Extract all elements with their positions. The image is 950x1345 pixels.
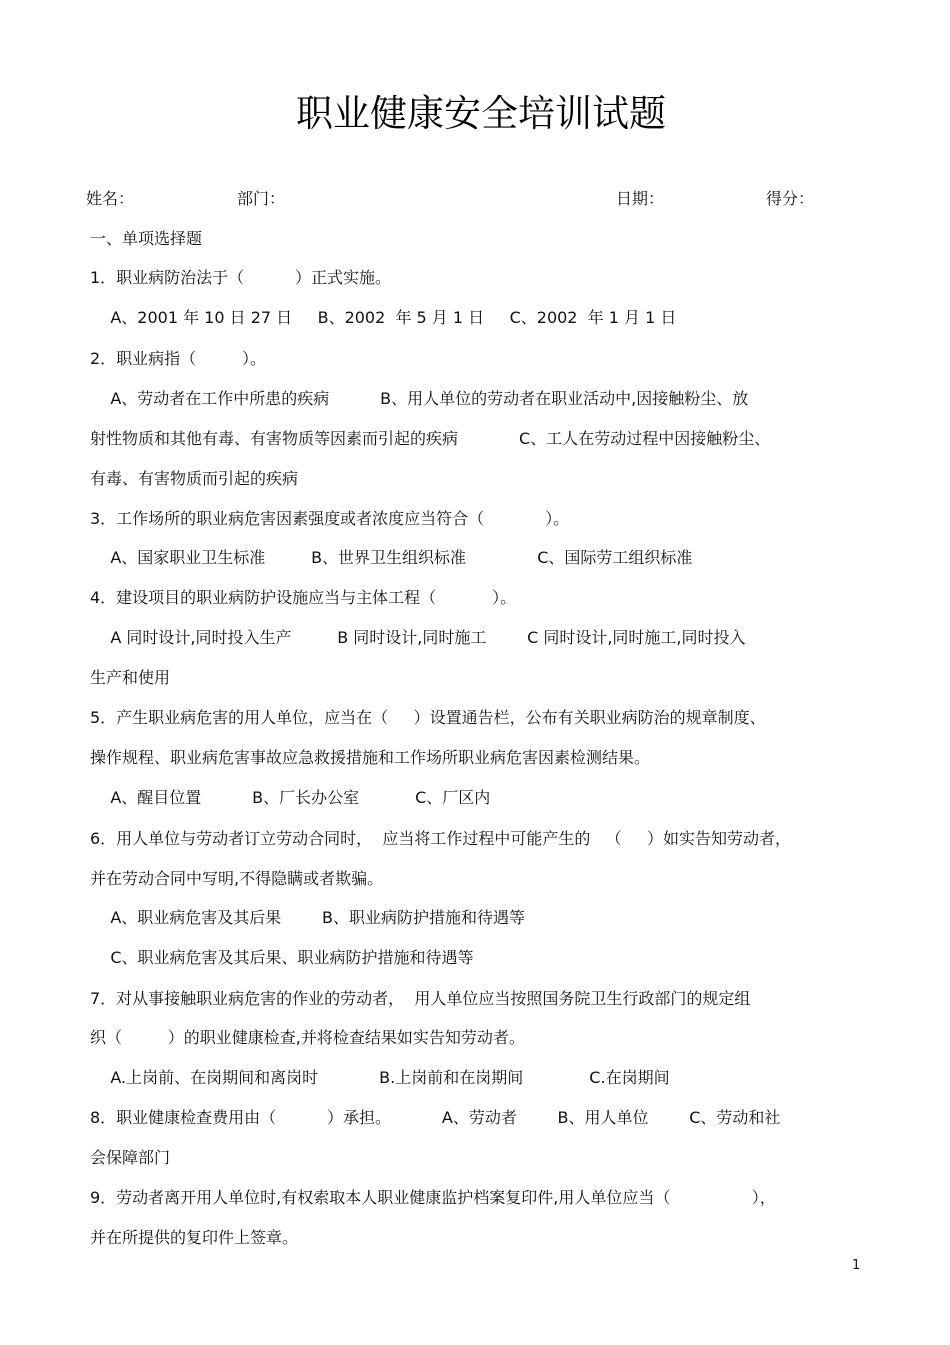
- date-label: 日期：: [616, 189, 665, 208]
- name-label: 姓名：: [86, 189, 135, 208]
- option-line: 有毒、有害物质而引起的疾病: [90, 469, 299, 488]
- option-line: A、2001 年 10 日 27 日 B、2002 年 5 月 1 日 C、2002 年 1 月 1 日: [90, 308, 677, 327]
- section-heading: 一、单项选择题: [90, 229, 203, 248]
- option-line: A、职业病危害及其后果 B、职业病防护措施和待遇等: [90, 908, 525, 927]
- option-line: A.上岗前、在岗期间和离岗时 B.上岗前和在岗期间 C.在岗期间: [90, 1068, 670, 1087]
- page-number: 1: [852, 1258, 861, 1273]
- option-line: 生产和使用: [90, 668, 171, 687]
- question-line: 9．劳动者离开用人单位时,有权索取本人职业健康监护档案复印件,用人单位应当（ ），: [90, 1188, 776, 1207]
- option-line: 射性物质和其他有毒、有害物质等因素而引起的疾病 C、工人在劳动过程中因接触粉尘、: [90, 429, 771, 448]
- question-line: 8．职业健康检查费用由（ ）承担。 A、劳动者 B、用人单位 C、劳动和社: [90, 1108, 781, 1127]
- question-line: 5．产生职业病危害的用人单位，应当在（ ）设置通告栏，公布有关职业病防治的规章制度、: [90, 708, 766, 727]
- option-line: A、劳动者在工作中所患的疾病 B、用人单位的劳动者在职业活动中,因接触粉尘、放: [90, 389, 749, 408]
- option-line: 会保障部门: [90, 1148, 171, 1167]
- option-line: C、职业病危害及其后果、职业病防护措施和待遇等: [90, 948, 474, 967]
- score-label: 得分：: [766, 189, 815, 208]
- question-line: 1．职业病防治法于（ ）正式实施。: [90, 268, 392, 287]
- question-line: 并在所提供的复印件上签章。: [90, 1228, 299, 1247]
- question-line: 操作规程、职业病危害事故应急救援措施和工作场所职业病危害因素检测结果。: [90, 748, 651, 767]
- question-line: 4．建设项目的职业病防护设施应当与主体工程（ ）。: [90, 588, 517, 607]
- question-line: 织（ ）的职业健康检查,并将检查结果如实告知劳动者。: [90, 1028, 525, 1047]
- option-line: A 同时设计,同时投入生产 B 同时设计,同时施工 C 同时设计,同时施工,同时投入: [90, 628, 746, 647]
- option-line: A、国家职业卫生标准 B、世界卫生组织标准 C、国际劳工组织标准: [90, 548, 693, 567]
- question-line: 3．工作场所的职业病危害因素强度或者浓度应当符合（ ）。: [90, 509, 570, 528]
- question-line: 并在劳动合同中写明,不得隐瞒或者欺骗。: [90, 869, 384, 888]
- question-line: 7．对从事接触职业病危害的作业的劳动者， 用人单位应当按照国务院卫生行政部门的规定组: [90, 989, 751, 1008]
- page-title: 职业健康安全培训试题: [296, 92, 666, 135]
- question-line: 6．用人单位与劳动者订立劳动合同时， 应当将工作过程中可能产生的 （ ）如实告知劳动者，: [90, 829, 792, 848]
- dept-label: 部门：: [237, 189, 286, 208]
- question-line: 2．职业病指（ ）。: [90, 349, 266, 368]
- info-row: [0, 187, 950, 211]
- option-line: A、醒目位置 B、厂长办公室 C、厂区内: [90, 788, 491, 807]
